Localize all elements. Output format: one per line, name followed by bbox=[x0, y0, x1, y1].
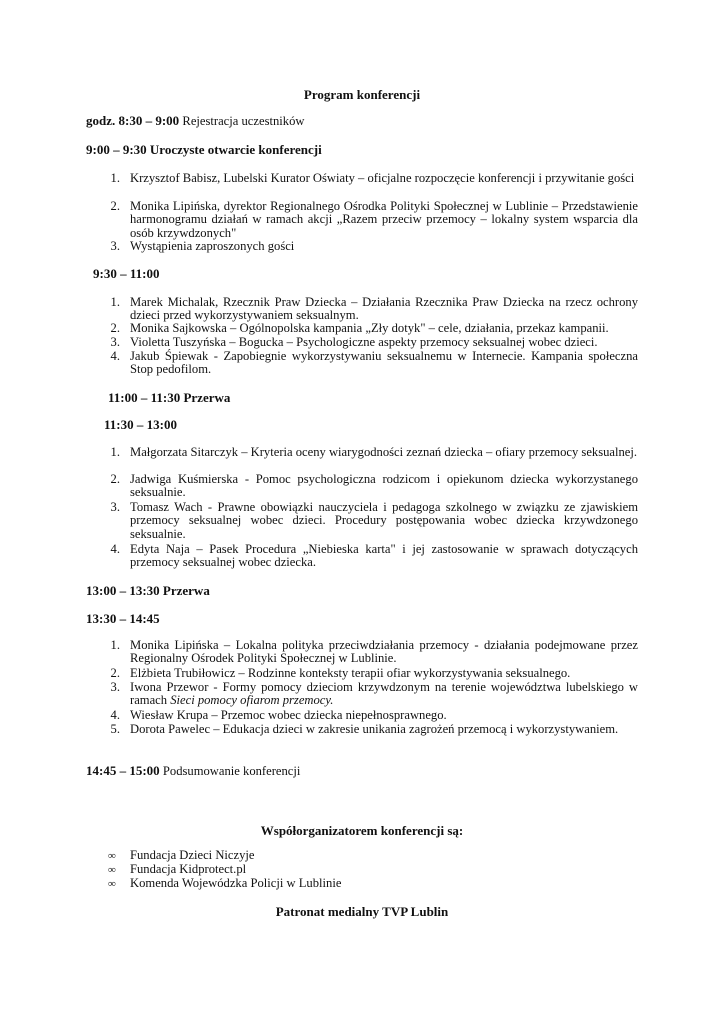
infinity-bullet-icon: ∞ bbox=[108, 864, 116, 876]
list-item: Dorota Pawelec – Edukacja dzieci w zakresie unikania zagrożeń przemocą i wykorzystywaniem. bbox=[130, 722, 619, 736]
registration-line bbox=[86, 114, 304, 128]
list-item: Tomasz Wach - Prawne obowiązki nauczyciela i pedagoga szkolnego w związku ze zjawiskiem przemocy seksualnej wobec dzieci. Procedury postępowania wobec dziecka krzywdzonego seksualnie. bbox=[130, 500, 638, 541]
summary-line bbox=[86, 764, 300, 778]
coorganizer-item: Komenda Wojewódzka Policji w Lublinie bbox=[130, 876, 342, 890]
list-number: 1. bbox=[110, 445, 120, 459]
list-item: Elżbieta Trubiłowicz – Rodzinne konteksty terapii ofiar wykorzystywania seksualnego. bbox=[130, 666, 571, 680]
list-number: 2. bbox=[110, 472, 120, 486]
list-item: Małgorzata Sitarczyk – Kryteria oceny wiarygodności zeznań dziecka – ofiary przemocy seksualnej. bbox=[130, 445, 638, 459]
opening-heading: 9:00 – 9:30 Uroczyste otwarcie konferencji bbox=[86, 142, 322, 157]
list-number: 2. bbox=[110, 666, 120, 680]
list-number: 2. bbox=[110, 321, 120, 335]
list-number: 3. bbox=[110, 500, 120, 514]
session2-heading: 11:30 – 13:00 bbox=[104, 417, 177, 432]
list-item bbox=[130, 681, 638, 708]
session3-heading: 13:30 – 14:45 bbox=[86, 611, 160, 626]
break1-heading: 11:00 – 11:30 Przerwa bbox=[108, 390, 231, 405]
list-number: 3. bbox=[110, 335, 120, 349]
page-title: Program konferencji bbox=[303, 87, 421, 102]
infinity-bullet-icon: ∞ bbox=[108, 878, 116, 890]
summary-time: 14:45 – 15:00 bbox=[86, 763, 160, 778]
summary-label: Podsumowanie konferencji bbox=[162, 764, 301, 778]
registration-label: Rejestracja uczestników bbox=[182, 114, 305, 128]
coorganizer-item: Fundacja Kidprotect.pl bbox=[130, 862, 247, 876]
list-item: Monika Lipińska – Lokalna polityka przeciwdziałania przemocy - działania podejmowane przez Regionalny Ośrodek Polityki Społecznej w Lublinie. bbox=[130, 638, 638, 666]
list-number: 2. bbox=[110, 199, 120, 213]
list-item: Marek Michalak, Rzecznik Praw Dziecka – Działania Rzecznika Praw Dziecka na rzecz ochrony dzieci przed wykorzystywaniem seksualnym. bbox=[130, 295, 638, 323]
list-item: Monika Sajkowska – Ogólnopolska kampania „Zły dotyk" – cele, działania, przekaz kampanii. bbox=[130, 321, 609, 335]
list-number: 3. bbox=[110, 239, 120, 253]
list-item: Krzysztof Babisz, Lubelski Kurator Oświaty – oficjalne rozpoczęcie konferencji i przywitanie gości bbox=[130, 171, 635, 185]
list-item-italic: Sieci pomocy ofiarom przemocy. bbox=[170, 693, 334, 708]
list-number: 1. bbox=[110, 295, 120, 309]
list-item: Wystąpienia zaproszonych gości bbox=[130, 239, 295, 253]
list-number: 1. bbox=[110, 171, 120, 185]
list-item: Jakub Śpiewak - Zapobiegnie wykorzystywaniu seksualnemu w Internecie. Kampania społeczna Stop pedofilom. bbox=[130, 349, 638, 377]
list-number: 1. bbox=[110, 638, 120, 652]
break2-heading: 13:00 – 13:30 Przerwa bbox=[86, 583, 210, 598]
list-number: 4. bbox=[110, 542, 120, 556]
infinity-bullet-icon: ∞ bbox=[108, 850, 116, 862]
session1-heading: 9:30 – 11:00 bbox=[93, 266, 160, 281]
list-number: 4. bbox=[110, 349, 120, 363]
coorganizer-item: Fundacja Dzieci Niczyje bbox=[130, 848, 255, 862]
patronage-line: Patronat medialny TVP Lublin bbox=[275, 904, 449, 919]
list-item: Jadwiga Kuśmierska - Pomoc psychologiczna rodzicom i opiekunom dziecka wykorzystanego seksualnie. bbox=[130, 472, 638, 500]
coorganizers-heading: Współorganizatorem konferencji są: bbox=[260, 823, 464, 838]
list-number: 5. bbox=[110, 722, 120, 736]
list-item: Violetta Tuszyńska – Bogucka – Psychologiczne aspekty przemocy seksualnej wobec dzieci. bbox=[130, 335, 598, 349]
list-item: Monika Lipińska, dyrektor Regionalnego Ośrodka Polityki Społecznej w Lublinie – Przedstawienie harmonogramu działań w ramach akcji „Razem przeciw przemocy – lokalny system wsparcia dla osób krzywdzonych" bbox=[130, 199, 638, 240]
list-number: 3. bbox=[110, 680, 120, 694]
list-item: Wiesław Krupa – Przemoc wobec dziecka niepełnosprawnego. bbox=[130, 708, 447, 722]
list-number: 4. bbox=[110, 708, 120, 722]
registration-time: godz. 8:30 – 9:00 bbox=[86, 113, 180, 128]
list-item: Edyta Naja – Pasek Procedura „Niebieska karta" i jej zastosowanie w sprawach dotyczących przemocy seksualnej wobec dziecka. bbox=[130, 542, 638, 570]
list-item-text: Iwona Przewor - Formy pomocy dzieciom krzywdzonym na terenie województwa lubelskiego w ramach bbox=[130, 680, 638, 708]
